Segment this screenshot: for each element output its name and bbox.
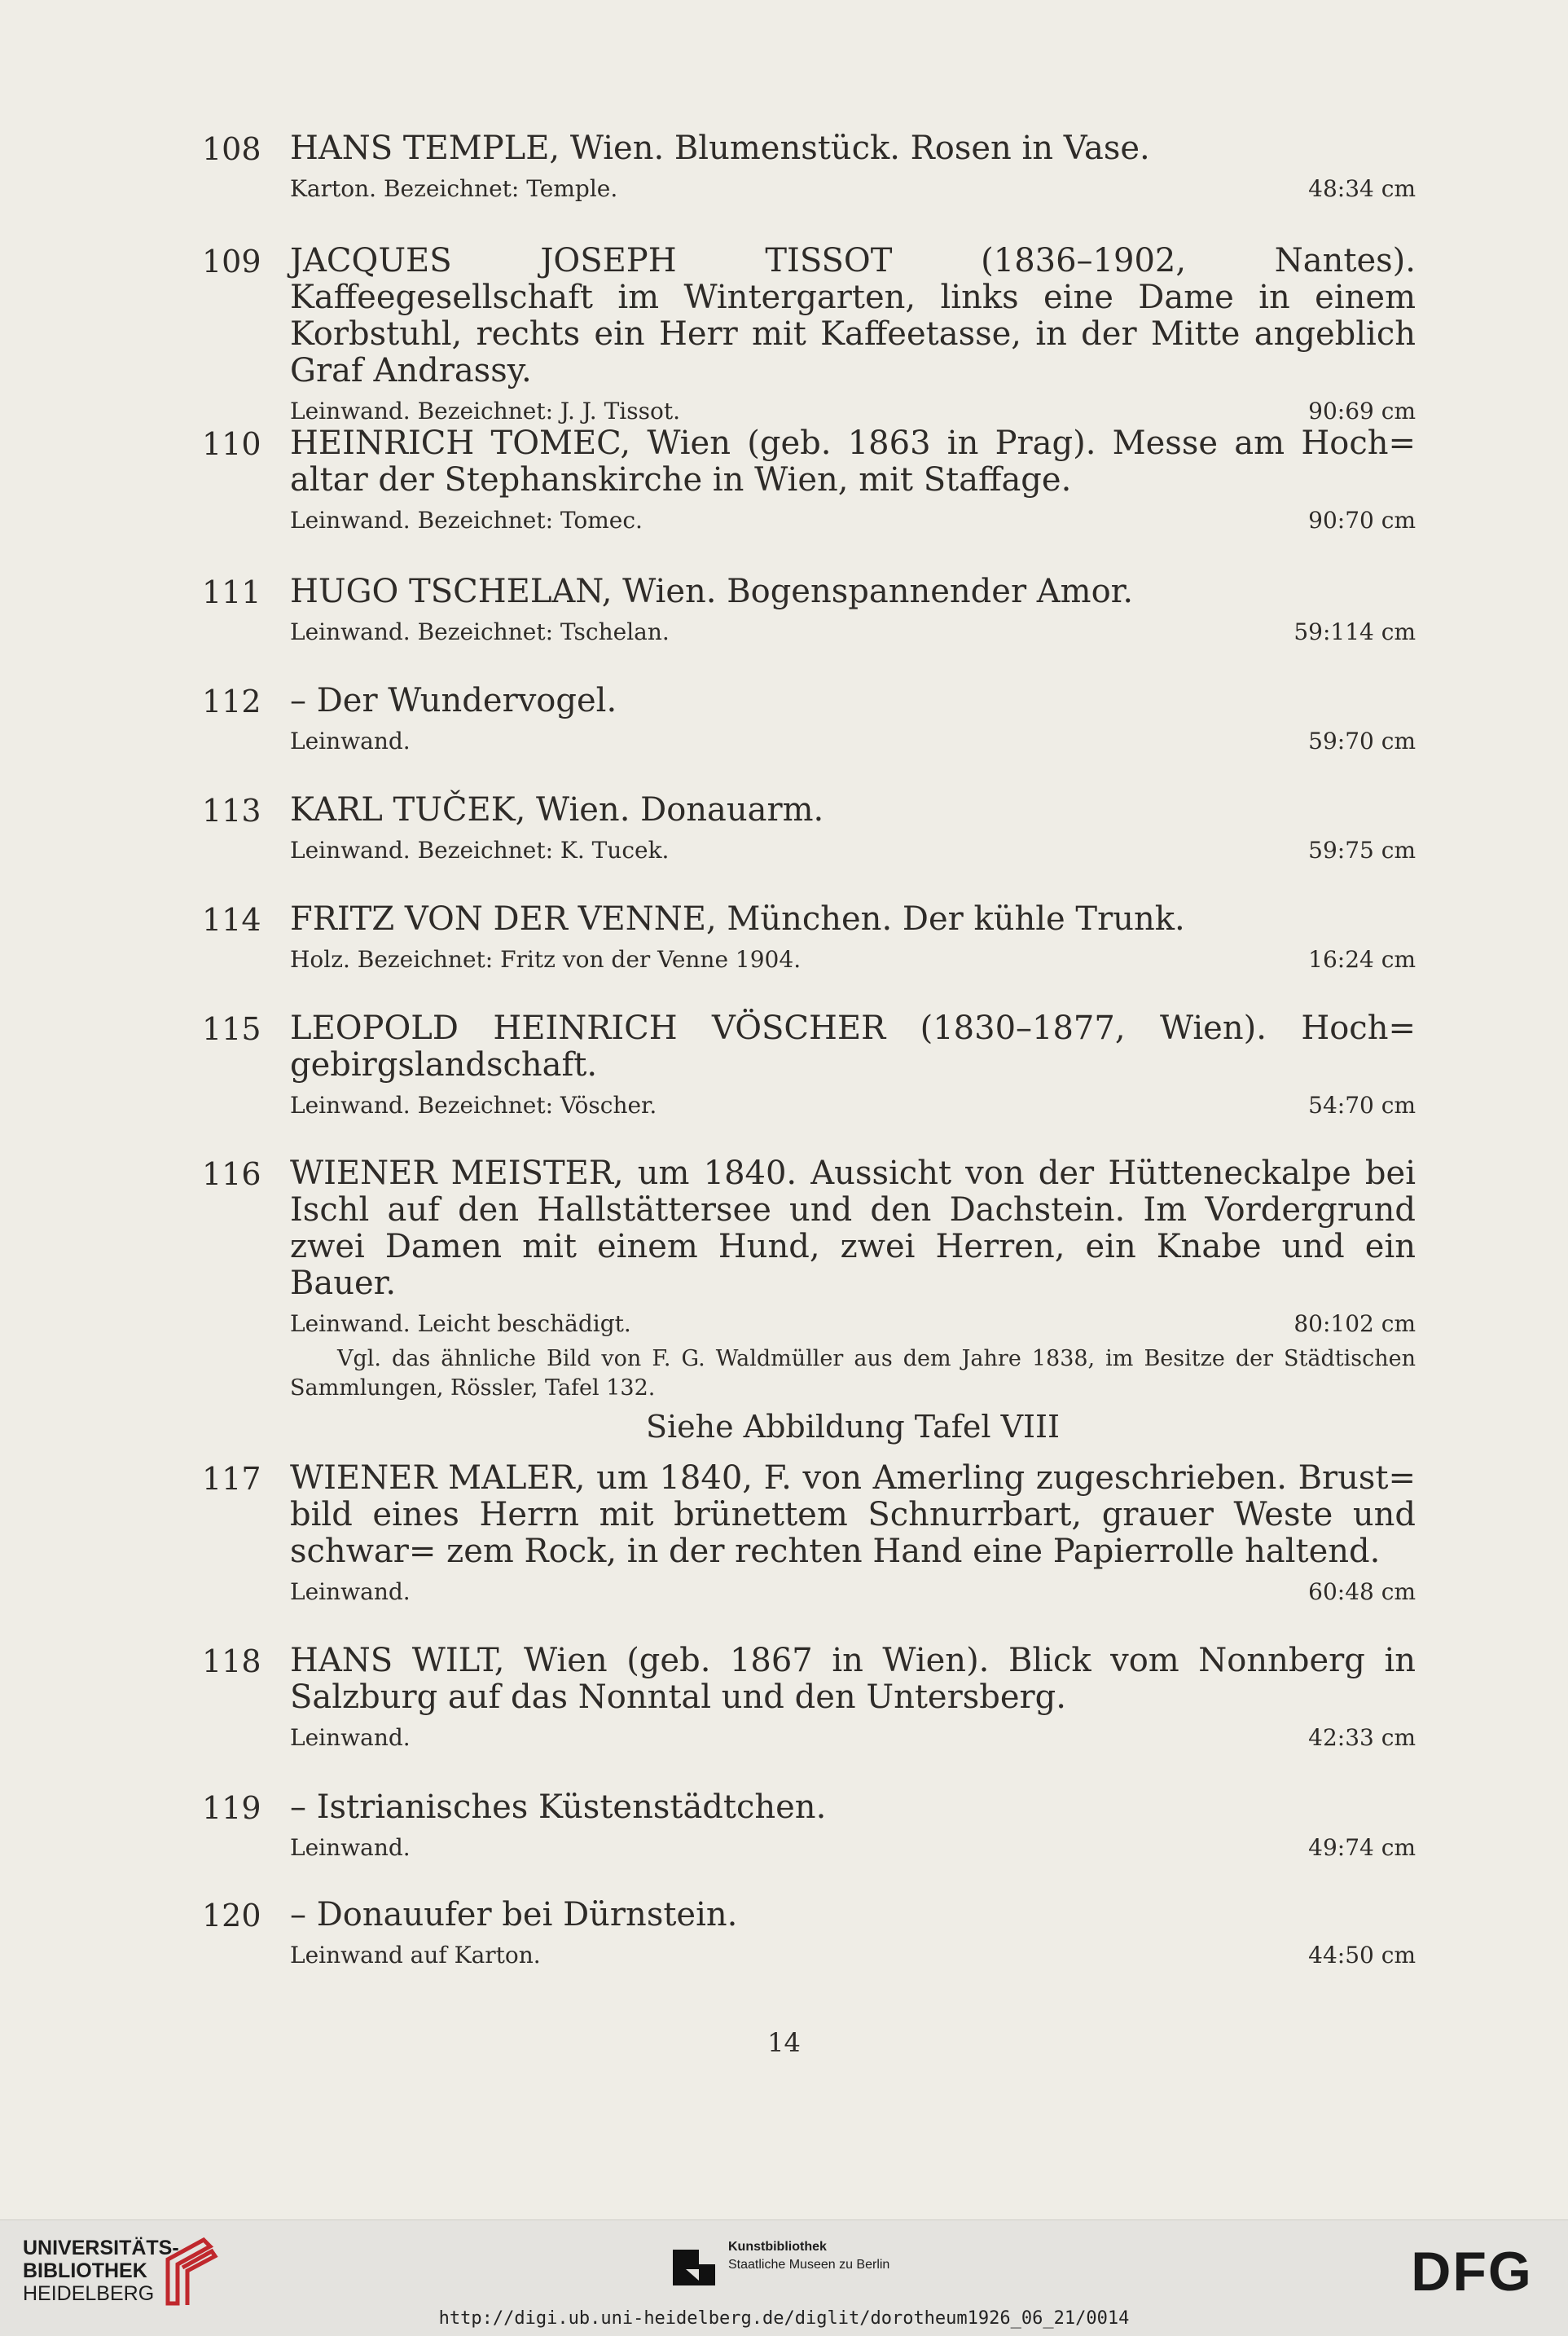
entry-description: KARL TUČEK, Wien. Donauarm.: [290, 791, 824, 829]
entry-meta: [290, 1942, 1416, 1969]
catalog-entry-116: [202, 1155, 1416, 1447]
dfg-logo-icon[interactable]: [1399, 2243, 1545, 2297]
catalog-entry-119: [202, 1789, 1416, 1862]
entry-description: FRITZ VON DER VENNE, München. Der kühle Trunk.: [290, 900, 1185, 938]
entry-material: Leinwand. Bezeichnet: J. J. Tissot.: [290, 398, 680, 425]
entry-meta: [290, 837, 1416, 864]
entry-number: 113: [202, 793, 261, 829]
entry-number: 109: [202, 244, 261, 279]
entry-description: HANS TEMPLE, Wien. Blumenstück. Rosen in Vase.: [290, 130, 1150, 167]
catalog-entry-111: [202, 574, 1416, 646]
kb-line-1: Kunstbibliothek: [728, 2240, 827, 2254]
kunstbibliothek-wordmark[interactable]: [728, 2238, 889, 2274]
entry-description: HEINRICH TOMEC, Wien (geb. 1863 in Prag). Messe am Hoch= altar der Stephanskirche in Wien, mit Staffage.: [290, 425, 1416, 499]
catalog-entry-114: [202, 901, 1416, 974]
entry-meta: [290, 728, 1416, 755]
entry-number: 108: [202, 131, 261, 167]
entry-number: 115: [202, 1011, 261, 1047]
page-number: 14: [767, 2027, 801, 2058]
catalog-entry-115: [202, 1010, 1416, 1120]
entry-dimensions: 59:75 cm: [1308, 837, 1416, 864]
ub-line-1: UNIVERSITÄTS-: [23, 2237, 179, 2259]
entry-description: HUGO TSCHELAN, Wien. Bogenspannender Amor.: [290, 573, 1134, 610]
entry-meta: [290, 946, 1416, 974]
entry-meta: [290, 1834, 1416, 1862]
entry-material: Leinwand.: [290, 728, 411, 754]
entry-description: – Istrianisches Küstenstädtchen.: [290, 1788, 827, 1826]
ub-heidelberg-wordmark[interactable]: [23, 2237, 179, 2305]
entry-material: Leinwand. Bezeichnet: K. Tucek.: [290, 837, 670, 864]
entry-number: 119: [202, 1790, 261, 1826]
entry-material: Leinwand. Bezeichnet: Vöscher.: [290, 1092, 657, 1119]
entry-number: 116: [202, 1156, 261, 1192]
entry-description: – Der Wundervogel.: [290, 682, 617, 719]
entry-dimensions: 90:69 cm: [1308, 398, 1416, 425]
entry-note: Vgl. das ähnliche Bild von F. G. Waldmüller aus dem Jahre 1838, im Besitze der Städtischen Sammlungen, Rössler, Tafel 132.: [290, 1346, 1416, 1401]
entry-description: JACQUES JOSEPH TISSOT (1836–1902, Nantes). Kaffeegesellschaft im Wintergarten, links eine Dame in einem Korbstuhl, rechts ein Herr mit Kaffeetasse, in der Mitte angeblich Graf Andrassy.: [290, 242, 1416, 389]
entry-dimensions: 59:70 cm: [1308, 728, 1416, 754]
entry-meta: [290, 175, 1416, 203]
entry-meta: [290, 1092, 1416, 1120]
entry-description: LEOPOLD HEINRICH VÖSCHER (1830–1877, Wien). Hoch= gebirgslandschaft.: [290, 1010, 1416, 1084]
entry-meta: [290, 618, 1416, 646]
entry-material: Leinwand. Leicht beschädigt.: [290, 1310, 631, 1337]
entry-number: 110: [202, 426, 261, 462]
kunstbibliothek-logo-icon: [670, 2245, 718, 2289]
entry-dimensions: 44:50 cm: [1308, 1942, 1416, 1969]
entry-dimensions: 54:70 cm: [1308, 1092, 1416, 1119]
catalog-entry-108: [202, 130, 1416, 203]
entry-dimensions: 16:24 cm: [1308, 946, 1416, 973]
entry-description: – Donauufer bei Dürnstein.: [290, 1896, 738, 1933]
entry-number: 111: [202, 574, 261, 610]
entry-dimensions: 60:48 cm: [1308, 1578, 1416, 1605]
entry-dimensions: 42:33 cm: [1308, 1724, 1416, 1751]
ub-line-2: BIBLIOTHEK: [23, 2259, 147, 2282]
digitization-footer: [0, 2219, 1568, 2336]
source-url[interactable]: http://digi.ub.uni-heidelberg.de/diglit/dorotheum1926_06_21/0014: [438, 2308, 1130, 2329]
entry-number: 118: [202, 1643, 261, 1679]
entry-meta: [290, 1578, 1416, 1606]
entry-number: 117: [202, 1461, 261, 1497]
ub-heidelberg-logo-icon: [161, 2235, 220, 2310]
entry-number: 120: [202, 1898, 261, 1933]
entry-meta: [290, 1310, 1416, 1338]
entry-number: 112: [202, 684, 261, 719]
ub-line-3: HEIDELBERG: [23, 2282, 155, 2305]
plate-reference: Siehe Abbildung Tafel VIII: [645, 1409, 1061, 1445]
entry-material: Leinwand.: [290, 1724, 411, 1751]
entry-material: Karton. Bezeichnet: Temple.: [290, 175, 618, 202]
entry-number: 114: [202, 902, 261, 938]
dfg-logo-text: DFG: [1411, 2243, 1533, 2297]
entry-dimensions: 48:34 cm: [1308, 175, 1416, 202]
catalog-entry-110: [202, 425, 1416, 535]
entry-dimensions: 80:102 cm: [1293, 1310, 1416, 1337]
entry-material: Leinwand auf Karton.: [290, 1942, 541, 1969]
catalog-entry-109: [202, 243, 1416, 425]
entry-dimensions: 90:70 cm: [1308, 507, 1416, 534]
entry-material: Leinwand.: [290, 1834, 411, 1861]
entry-dimensions: 59:114 cm: [1293, 618, 1416, 645]
entry-description: WIENER MALER, um 1840, F. von Amerling zugeschrieben. Brust= bild eines Herrn mit brünettem Schnurrbart, grauer Weste und schwar= zem Rock, in der rechten Hand eine Papierrolle haltend.: [290, 1459, 1416, 1570]
entry-material: Holz. Bezeichnet: Fritz von der Venne 1904.: [290, 946, 802, 973]
catalog-entry-117: [202, 1460, 1416, 1606]
catalog-entry-112: [202, 683, 1416, 755]
kb-line-2: Staatliche Museen zu Berlin: [728, 2258, 890, 2272]
entry-description: HANS WILT, Wien (geb. 1867 in Wien). Blick vom Nonnberg in Salzburg auf das Nonntal und den Untersberg.: [290, 1642, 1416, 1716]
catalog-entry-120: [202, 1897, 1416, 1969]
entry-material: Leinwand. Bezeichnet: Tschelan.: [290, 618, 670, 645]
entry-dimensions: 49:74 cm: [1308, 1834, 1416, 1861]
entry-material: Leinwand.: [290, 1578, 411, 1605]
catalog-entry-113: [202, 792, 1416, 864]
entry-material: Leinwand. Bezeichnet: Tomec.: [290, 507, 643, 534]
entry-meta: [290, 1724, 1416, 1752]
entry-description: WIENER MEISTER, um 1840. Aussicht von der Hütteneckalpe bei Ischl auf den Hallstättersee und den Dachstein. Im Vordergrund zwei Damen mit einem Hund, zwei Herren, ein Knabe und ein Bauer.: [290, 1155, 1416, 1302]
catalog-entry-118: [202, 1643, 1416, 1752]
entry-meta: [290, 507, 1416, 535]
entry-meta: [290, 398, 1416, 425]
